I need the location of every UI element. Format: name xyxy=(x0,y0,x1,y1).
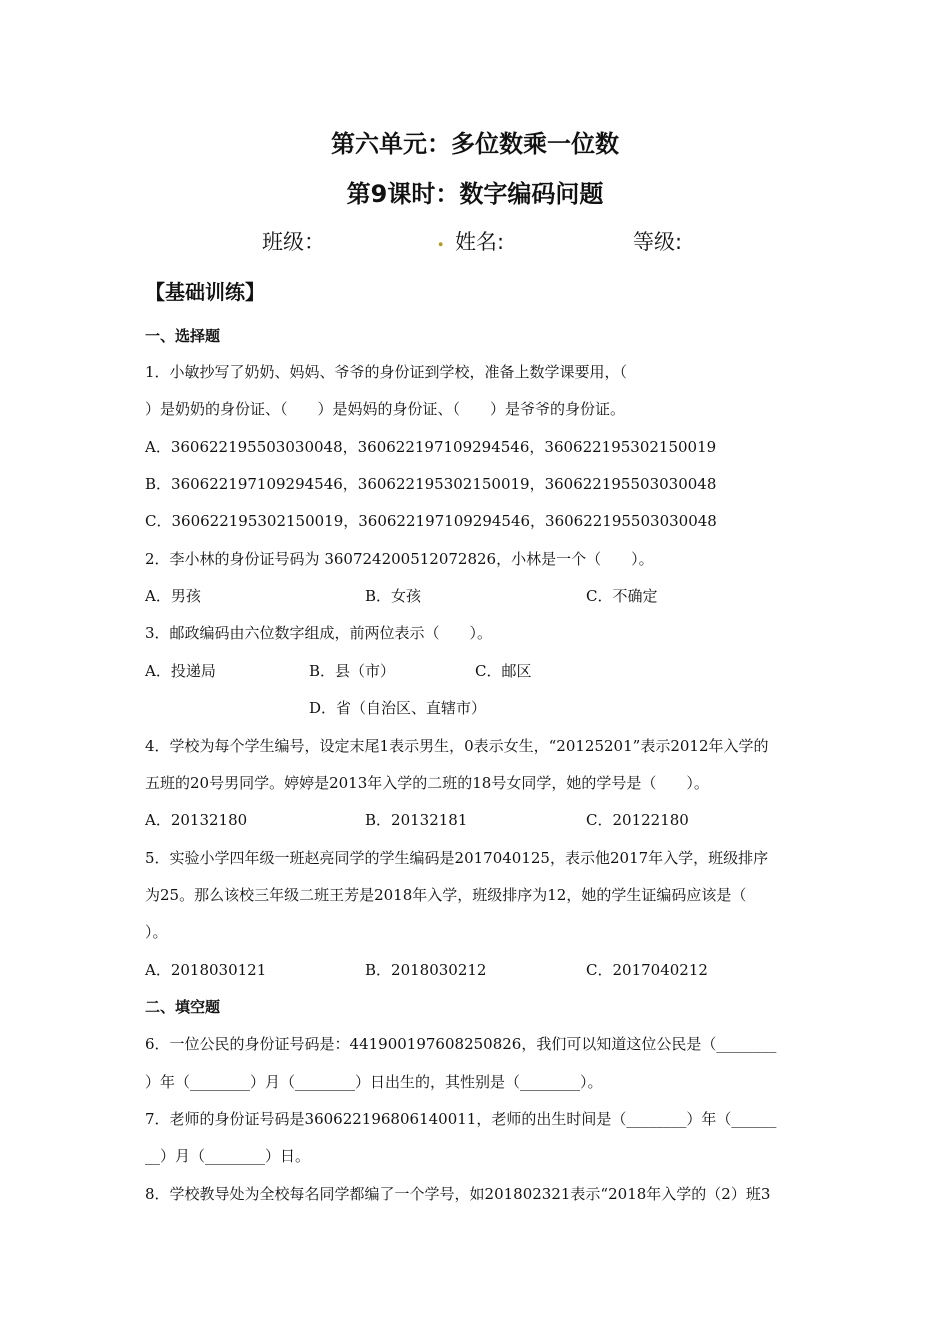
section-title: 【基础训练】 xyxy=(145,280,265,304)
question-1-option-c: C．360622195302150019，360622197109294546，360622195503030048 xyxy=(145,512,717,530)
question-5-line-3: ）。 xyxy=(145,923,168,941)
question-3-option-b: B．县（市） xyxy=(309,662,396,680)
question-7-line-2: __）月（________）日。 xyxy=(145,1147,311,1165)
unit-title: 第六单元：多位数乘一位数 xyxy=(331,130,619,158)
question-4-option-a: A．20132180 xyxy=(145,811,248,829)
question-1-option-a: A．360622195503030048，360622197109294546，360622195302150019 xyxy=(145,438,717,456)
question-1-line-2: ）是奶奶的身份证、（ ）是妈妈的身份证、（ ）是爷爷的身份证。 xyxy=(145,400,626,418)
question-3-option-d: D．省（自治区、直辖市） xyxy=(309,699,487,717)
name-label: 姓名: xyxy=(455,230,505,254)
question-3-option-a: A．投递局 xyxy=(145,662,216,680)
question-5-option-b: B．2018030212 xyxy=(365,961,487,979)
class-label: 班级： xyxy=(262,230,325,254)
question-8-line-1: 8．学校教导处为全校每名同学都编了一个学号，如201802321表示“2018年入学的（2）班3 xyxy=(145,1185,771,1203)
question-5-option-c: C．2017040212 xyxy=(586,961,708,979)
lesson-title: 第9课时：数字编码问题 xyxy=(346,180,604,208)
question-5-line-1: 5．实验小学四年级一班赵亮同学的学生编码是2017040125，表示他2017年入学，班级排序 xyxy=(145,849,769,867)
question-3-option-c: C．邮区 xyxy=(475,662,532,680)
question-6-line-1: 6．一位公民的身份证号码是：441900197608250826，我们可以知道这位公民是（________ xyxy=(145,1035,777,1053)
question-2-line-1: 2．李小林的身份证号码为 360724200512072826，小林是一个（ ）。 xyxy=(145,550,654,568)
question-2-option-c: C．不确定 xyxy=(586,587,658,605)
question-2-option-a: A．男孩 xyxy=(145,587,201,605)
question-1-option-b: B．360622197109294546，360622195302150019，360622195503030048 xyxy=(145,475,717,493)
grade-label: 等级: xyxy=(633,230,683,254)
question-3-line-1: 3．邮政编码由六位数字组成，前两位表示（ ）。 xyxy=(145,624,493,642)
question-5-line-2: 为25。那么该校三年级二班王芳是2018年入学，班级排序为12，她的学生证编码应该是（ xyxy=(145,886,747,904)
question-4-line-2: 五班的20号男同学。婷婷是2013年入学的二班的18号女同学，她的学号是（ ）。 xyxy=(145,774,709,792)
part2-heading: 二、填空题 xyxy=(145,998,221,1016)
question-6-line-2: ）年（________）月（________）日出生的，其性别是（________）。 xyxy=(145,1073,603,1091)
question-2-option-b: B．女孩 xyxy=(365,587,422,605)
question-4-line-1: 4．学校为每个学生编号，设定末尾1表示男生，0表示女生，“20125201”表示2012年入学的 xyxy=(145,737,769,755)
question-1-line-1: 1．小敏抄写了奶奶、妈妈、爷爷的身份证到学校，准备上数学课要用，（ xyxy=(145,363,628,381)
question-4-option-c: C．20122180 xyxy=(586,811,689,829)
separator-dot: . xyxy=(437,226,445,251)
question-7-line-1: 7．老师的身份证号码是360622196806140011，老师的出生时间是（________）年（______ xyxy=(145,1110,777,1128)
question-5-option-a: A．2018030121 xyxy=(145,961,267,979)
part1-heading: 一、选择题 xyxy=(145,327,221,345)
question-4-option-b: B．20132181 xyxy=(365,811,468,829)
